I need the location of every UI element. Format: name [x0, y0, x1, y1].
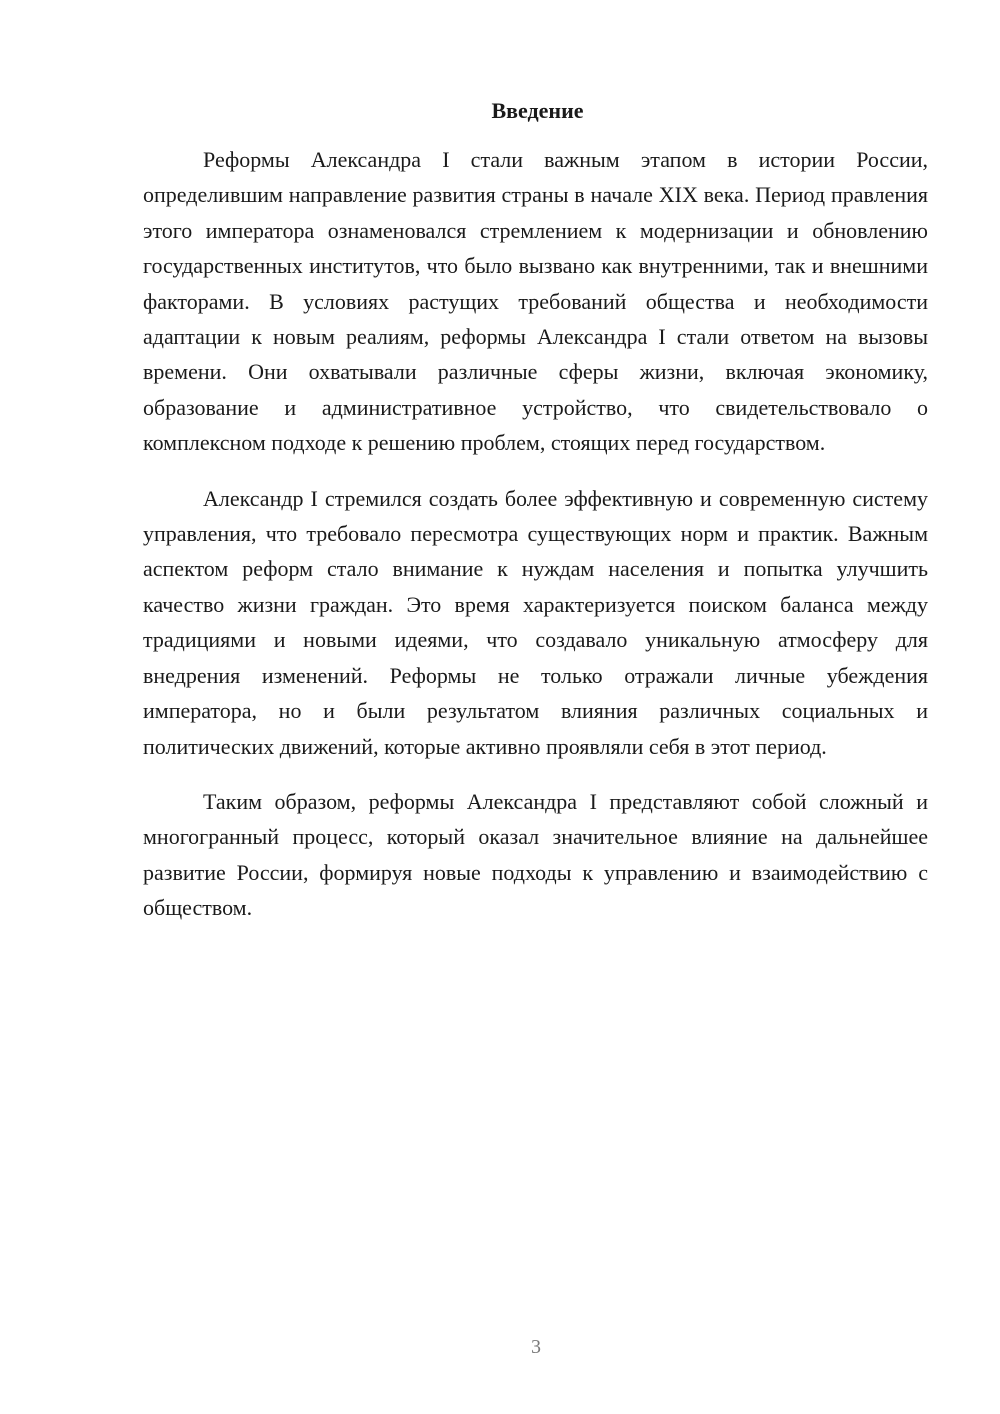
- page-number: 3: [531, 1336, 541, 1358]
- paragraph-1: Реформы Александра I стали важным этапом в истории России, определившим направление развития страны в начале XIX века. Период правления этого императора ознаменовался стремлением к модернизации и обновлению государственных институтов, что было вызвано как внутренними, так и внешними факторами. В условиях растущих требований общества и необходимости адаптации к новым реалиям, реформы Александра I стали ответом на вызовы времени. Они охватывали различные сферы жизни, включая экономику, образование и административное устройство, что свидетельствовало о комплексном подходе к решению проблем, стоящих перед государством.: [143, 147, 928, 456]
- page-body: [143, 96, 928, 926]
- paragraph-3: Таким образом, реформы Александра I представляют собой сложный и многогранный процесс, который оказал значительное влияние на дальнейшее развитие России, формируя новые подходы к управлению и взаимодействию с обществом.: [143, 788, 928, 921]
- paragraph-2: Александр I стремился создать более эффективную и современную систему управления, что требовало пересмотра существующих норм и практик. Важным аспектом реформ стало внимание к нуждам населения и попытка улучшить качество жизни граждан. Это время характеризуется поиском баланса между традициями и новыми идеями, что создавало уникальную атмосферу для внедрения изменений. Реформы не только отражали личные убеждения императора, но и были результатом влияния различных социальных и политических движений, которые активно проявляли себя в этот период.: [143, 485, 928, 759]
- section-heading: Введение: [491, 98, 584, 123]
